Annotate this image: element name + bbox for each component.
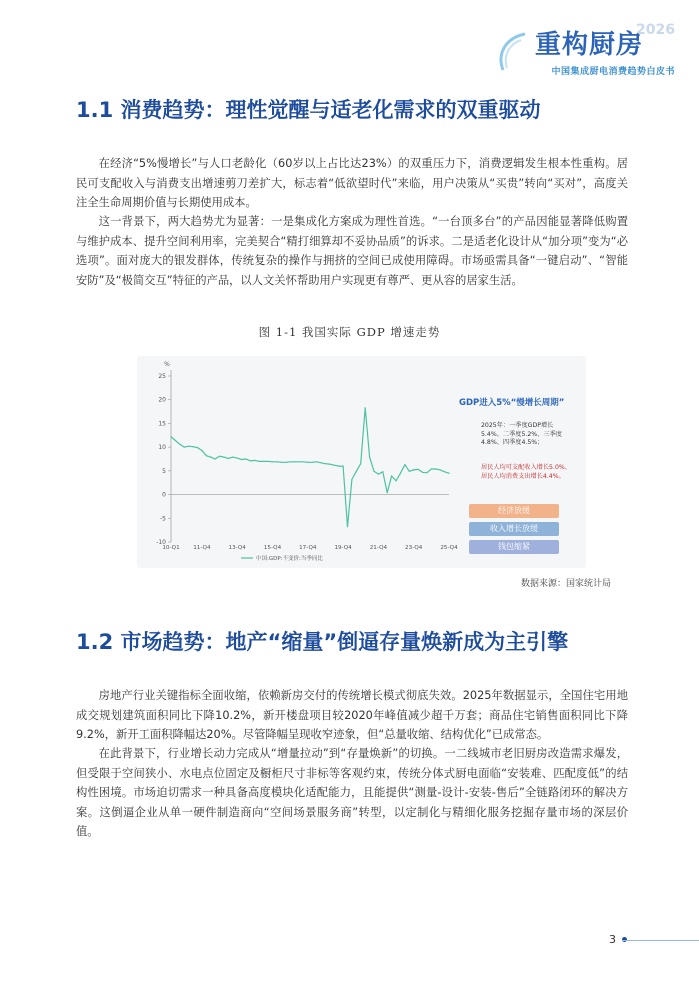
data-point [373,471,374,472]
data-point [382,471,383,472]
legend-label: 中国:GDP:不变价:当季同比 [256,556,323,562]
brand-logo [487,10,687,80]
y-tick-label: 5 [162,467,166,475]
data-point [254,460,255,461]
figure-caption: 图 1-1 我国实际 GDP 增速走势 [258,325,441,339]
chart-panel [137,356,586,568]
data-source: 数据来源：国家统计局 [520,579,611,589]
data-point [440,469,441,470]
data-point [334,465,335,466]
y-tick-label: 10 [158,444,166,452]
data-point [294,461,295,462]
x-tick-label: 11-Q4 [193,545,211,551]
data-point [184,447,185,448]
x-tick-label: 15-Q4 [263,545,282,551]
data-point [378,474,379,475]
data-point [435,468,436,469]
data-point [276,461,277,462]
data-point [329,464,330,465]
data-point [316,461,317,462]
x-tick-label: 23-Q4 [405,545,423,551]
section-heading-2: 1.2 市场趋势：地产“缩量”倒逼存量焕新成为主引擎 [76,630,569,654]
data-point [422,472,423,473]
x-tick-label: 17-Q4 [299,545,317,551]
data-point [201,450,202,451]
data-point [197,447,198,448]
y-tick-label: 25 [158,373,166,380]
data-point [365,407,366,408]
data-point [444,471,445,472]
data-point [431,468,432,469]
data-point [360,463,361,464]
data-point [418,469,419,470]
y-tick-label: 0 [162,491,166,499]
data-point [259,461,260,462]
data-point [206,455,207,456]
data-point [404,464,405,465]
data-point [426,472,427,473]
paragraph-2: 这一背景下，两大趋势尤为显著：一是集成化方案成为理性首选。“一台顶多台”的产品因能显著降低购置与维护成本、提升空间利用率，完美契合“精打细算却不妥协品质”的诉求。二是适老化设计从“加分项”变为“必选项”。面对庞大的银发群体，传统复杂的操作与拥挤的空间已成使用障碍。市场亟需具备“一键启动”、“智能安防”及“极简交互”特征的产品，以人文关怀帮助用户实现更有尊严、更从容的居家生活。 [76,215,628,287]
tag-economy-slowdown: 经济放缓 [469,504,559,518]
data-point [281,462,282,463]
y-tick-label: -5 [160,515,166,523]
paragraph-4: 在此背景下，行业增长动力完成从“增量拉动”到“存量焕新”的切换。一二线城市老旧厨房改造需求爆发，但受限于空间狭小、水电点位固定及橱柜尺寸非标等客观约束，传统分体式厨电面临“安装难、匹配度低”的结构性困境。市场迫切需求一种具备高度模块化适配能力，且能提供“测量-设计-安装-售后”全链路闭环的解决方案。这倒逼企业从单一硬件制造商向“空间场景服务商”转型，以定制化与精细化服务挖掘存量市场的深层价值。 [76,747,628,838]
page-number: 3 [609,933,616,946]
data-point [343,466,344,467]
data-point [448,473,449,474]
x-tick-label: 10-Q1 [162,545,180,551]
data-point [413,469,414,470]
data-point [223,457,224,458]
data-point [351,479,352,480]
data-point [215,458,216,459]
data-point [232,457,233,458]
data-point [290,461,291,462]
data-point [347,526,348,527]
section-heading-1: 1.1 消费趋势：理性觉醒与适老化需求的双重驱动 [76,98,541,122]
data-point [175,440,176,441]
data-point [219,456,220,457]
gdp-note: 2025年：一季度GDP增长5.4%、二季度5.2%、三季度4.8%、四季度4.5%； [481,422,562,447]
data-point [338,466,339,467]
data-point [369,457,370,458]
logo-title: 重构厨房 [534,30,643,60]
logo-arc-graphic [495,30,529,74]
data-point [285,462,286,463]
gdp-line-chart [137,356,586,568]
data-point [241,459,242,460]
data-point [272,461,273,462]
data-point [400,473,401,474]
paragraph-3: 房地产行业关键指标全面收缩，依赖新房交付的传统增长模式彻底失效。2025年数据显示，全国住宅用地成交规划建筑面积同比下降10.2%，新开楼盘项目较2020年峰值减少超千万套；商品住宅销售面积同比下降9.2%，新开工面积降幅达20%。尽管降幅呈现收窄迹象，但“总量收缩、结构优化”已成常态。 [76,689,628,741]
data-point [268,461,269,462]
data-point [391,476,392,477]
logo-year: 2026 [636,22,675,38]
y-tick-label: -10 [156,539,166,546]
y-tick-label: 20 [158,396,166,404]
data-point [210,457,211,458]
page-marker-line [622,940,699,941]
data-point [303,461,304,462]
data-point [356,471,357,472]
logo-subtitle: 中国集成厨电消费趋势白皮书 [551,67,675,77]
data-point [387,492,388,493]
series-line-gdp [171,408,449,527]
chart-annotation-title: GDP进入5%“慢增长周期” [459,398,565,408]
data-point [325,463,326,464]
data-point [170,436,171,437]
data-point [193,446,194,447]
data-point [409,471,410,472]
income-note: 居民人均可支配收入增长5.0%、居民人均消费支出增长4.4%。 [481,464,571,480]
data-point [312,462,313,463]
x-tick-label: 13-Q4 [228,545,246,551]
y-unit-label: % [164,361,170,368]
x-tick-label: 25-Q4 [440,545,458,551]
data-point [237,458,238,459]
y-tick-label: 15 [158,420,166,428]
data-point [245,458,246,459]
data-point [228,458,229,459]
tag-income-slowdown: 收入增长放缓 [469,522,559,536]
data-point [395,480,396,481]
paragraph-1: 在经济“5%慢增长”与人口老龄化（60岁以上占比达23%）的双重压力下，消费逻辑发生根本性重构。居民可支配收入与消费支出增速剪刀差扩大，标志着“低欲望时代”来临，用户决策从“买贵”转向“买对”，高度关注全生命周期价值与长期使用成本。 [76,157,628,209]
data-point [307,462,308,463]
data-point [250,460,251,461]
data-point [179,444,180,445]
data-point [298,461,299,462]
data-point [188,446,189,447]
data-point [320,462,321,463]
data-point [263,461,264,462]
x-tick-label: 19-Q4 [334,545,352,551]
tag-wallet-tightening: 钱包缩紧 [469,540,559,554]
x-tick-label: 21-Q4 [369,545,388,551]
